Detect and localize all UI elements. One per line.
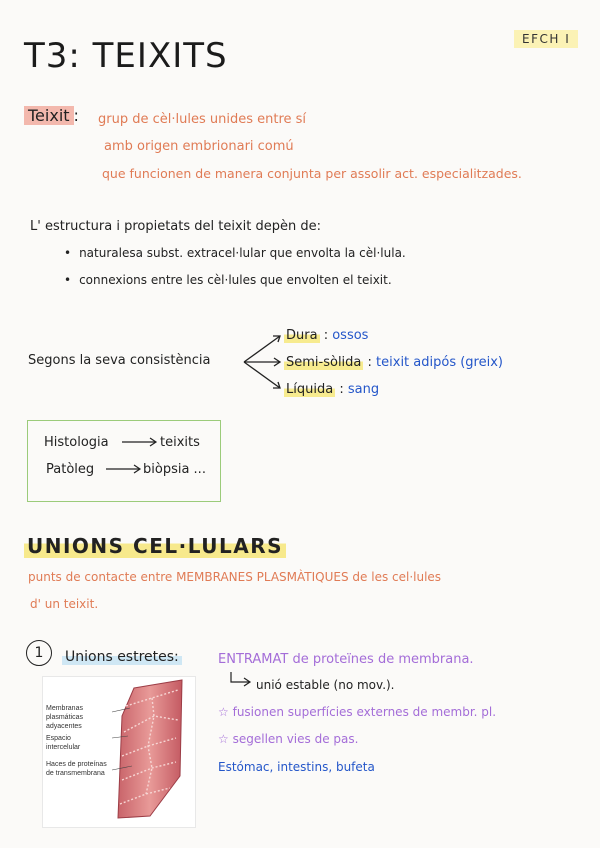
- consistency-row-liquida: Líquida : sang: [286, 382, 380, 397]
- consistency-kind: Semi-sòlida: [286, 355, 362, 370]
- consistency-example: sang: [347, 382, 380, 397]
- histology-box: [27, 420, 221, 502]
- star-icon: ☆: [218, 705, 229, 719]
- sub-arrow-icon: [228, 670, 254, 688]
- page-title: T3: TEIXITS: [24, 36, 228, 76]
- consistency-example: teixit adipós (greix): [376, 355, 503, 370]
- branch-arrows: [240, 330, 288, 396]
- course-badge: EFCH I: [514, 30, 578, 48]
- arrow-icon: [104, 463, 144, 475]
- item1-name: Unions estretes:: [62, 649, 182, 665]
- item1-star-1: [218, 705, 496, 719]
- term-label: Teixit: [24, 106, 74, 125]
- box-row-1-right: teixits: [160, 435, 200, 450]
- consistency-row-semisolida: Semi-sòlida : teixit adipós (greix): [286, 355, 503, 370]
- definition-line-1: grup de cèl·lules unides entre sí: [98, 112, 307, 127]
- unions-definition-line-2: d' un teixit.: [30, 597, 99, 611]
- box-row-2-right: biòpsia ...: [143, 462, 206, 477]
- item1-examples: Estómac, intestins, bufeta: [218, 760, 375, 774]
- star-icon: ☆: [218, 732, 229, 746]
- figure-label-membranes: Membranas plasmáticas adyacentes: [46, 705, 83, 730]
- section-title-unions: UNIONS CEL·LULARS: [24, 534, 286, 558]
- consistency-label: Segons la seva consistència: [28, 353, 211, 368]
- item1-sub: unió estable (no mov.).: [256, 678, 395, 692]
- structure-bullet-1: • naturalesa subst. extracel·lular que envolta la cèl·lula.: [64, 246, 406, 260]
- consistency-kind: Dura: [286, 328, 318, 343]
- item-number-1: 1: [26, 640, 52, 666]
- box-row-1-left: Histologia: [44, 435, 109, 450]
- definition-line-3: que funcionen de manera conjunta per assolir act. especialitzades.: [102, 166, 522, 181]
- consistency-kind: Líquida: [286, 382, 334, 397]
- item1-star-2: [218, 732, 358, 746]
- item1-name-wrap: [62, 649, 182, 665]
- item1-star-text: fusionen superfícies externes de membr. pl.: [232, 705, 497, 719]
- definition-line-2: amb origen embrionari comú: [104, 139, 294, 154]
- structure-bullet-2: • connexions entre les cèl·lules que envolten el teixit.: [64, 273, 392, 287]
- box-row-2-left: Patòleg: [46, 462, 95, 477]
- term-teixit: Teixit :: [24, 106, 79, 125]
- consistency-row-dura: Dura : ossos: [286, 328, 369, 343]
- arrow-icon: [120, 436, 160, 448]
- figure-label-space: Espacio intercelular: [46, 735, 81, 751]
- consistency-example: ossos: [332, 328, 369, 343]
- figure-label-proteins: Haces de proteínas de transmembrana: [46, 761, 107, 777]
- item1-star-text: segellen vies de pas.: [232, 732, 359, 746]
- item1-desc: ENTRAMAT de proteïnes de membrana.: [218, 652, 474, 667]
- structure-intro: L' estructura i propietats del teixit depèn de:: [30, 219, 322, 234]
- unions-definition-line-1: punts de contacte entre MEMBRANES PLASMÀTIQUES de les cel·lules: [28, 570, 442, 584]
